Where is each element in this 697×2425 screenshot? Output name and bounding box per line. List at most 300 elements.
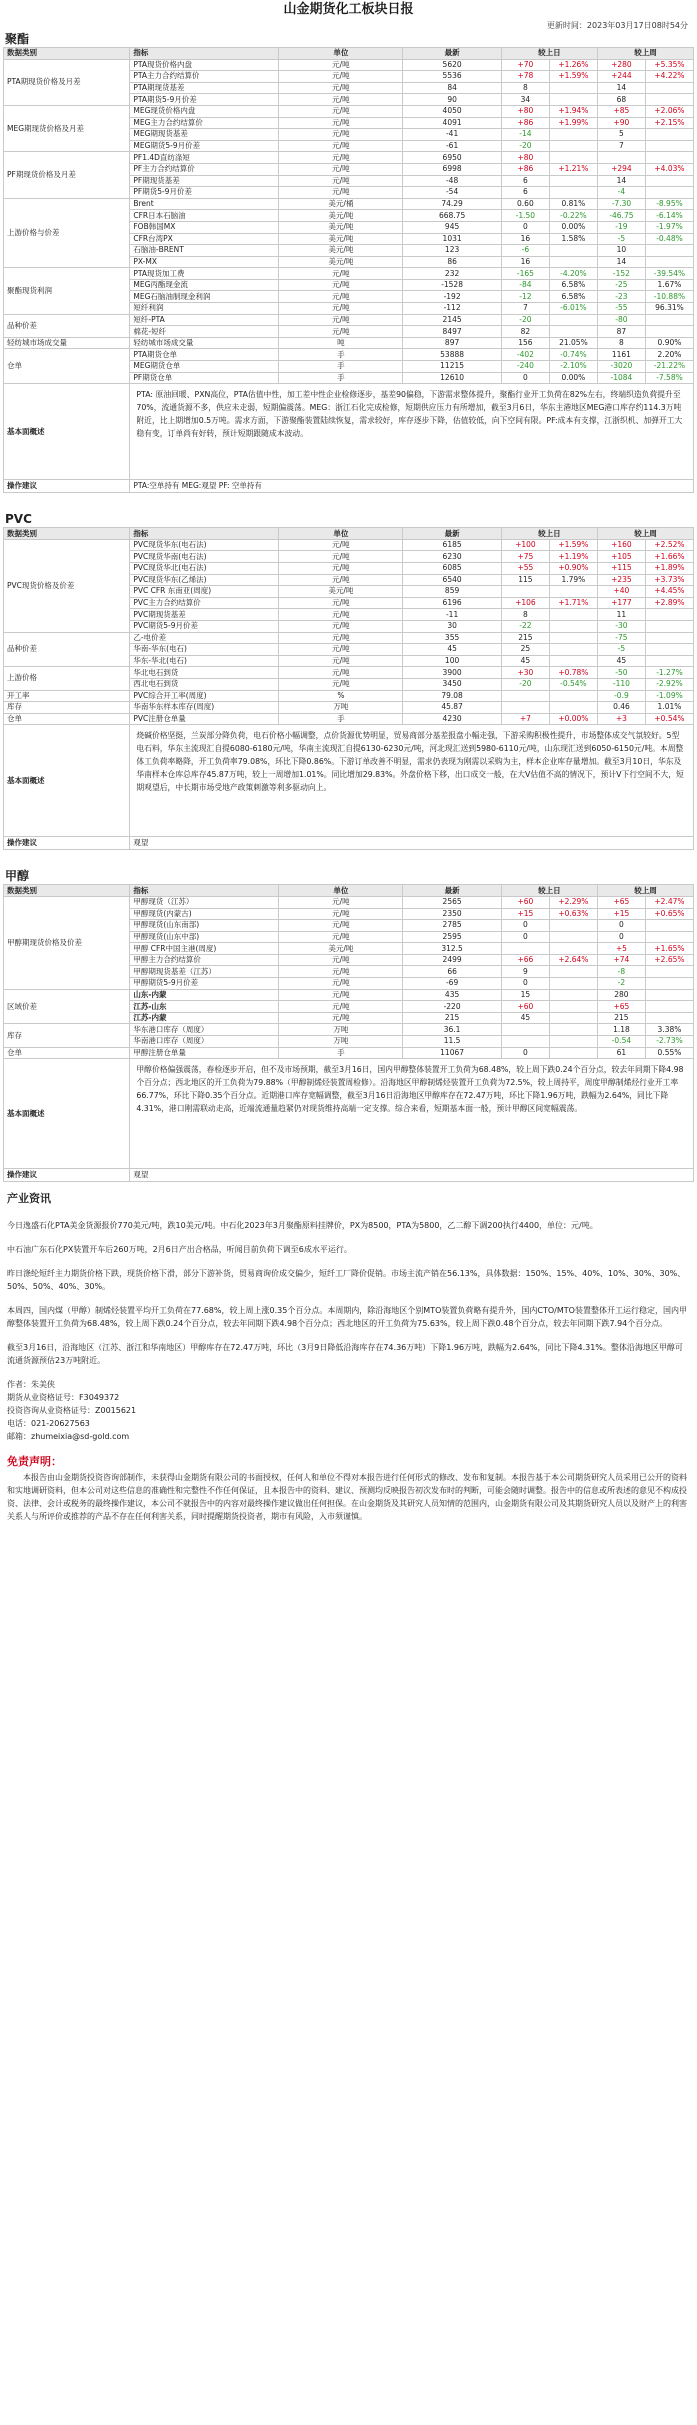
unit-cell: 元/吨 bbox=[279, 187, 403, 199]
day-pct-cell: +1.94% bbox=[549, 105, 597, 117]
week-change-cell: 61 bbox=[597, 1047, 645, 1059]
methanol-table-slot bbox=[3, 884, 694, 1182]
week-change-cell: 0 bbox=[597, 920, 645, 932]
day-change-cell: 215 bbox=[501, 632, 549, 644]
week-change-cell bbox=[597, 152, 645, 164]
summary-row bbox=[4, 725, 694, 837]
news-item: 本周四，国内煤（甲醇）制烯烃装置平均开工负荷在77.68%，较上周上涨0.35个百分点。本周期内，除沿海地区个别MTO装置负荷略有提升外，国内CTO/MTO装置整体开工运行稳定，国内甲醇整体装置开工负荷为68.48%，较上周下跌0.24个百分点，较去年同期下跌4.98个百分点；西北地区的开工负荷为75.63%，较上周下跌0.48个百分点，较去年同期下跌7.94个百分点。 bbox=[7, 1306, 687, 1329]
day-change-cell: -165 bbox=[501, 268, 549, 280]
latest-cell: 1031 bbox=[403, 233, 502, 245]
latest-cell: -54 bbox=[403, 187, 502, 199]
unit-cell: 元/吨 bbox=[279, 140, 403, 152]
unit-cell: 元/吨 bbox=[279, 163, 403, 175]
latest-cell: 45 bbox=[403, 644, 502, 656]
indicator-cell: PVC期现货基差 bbox=[130, 609, 279, 621]
day-pct-cell: 6.58% bbox=[549, 291, 597, 303]
week-pct-cell bbox=[645, 655, 693, 667]
week-change-cell: 0 bbox=[597, 931, 645, 943]
day-change-cell: +100 bbox=[501, 539, 549, 551]
unit-cell: 万吨 bbox=[279, 1024, 403, 1036]
table-header-row bbox=[4, 528, 694, 540]
indicator-cell: 华南港口库存（周度） bbox=[130, 1036, 279, 1048]
indicator-cell: 甲醇现货（江苏） bbox=[130, 896, 279, 908]
table-row bbox=[4, 690, 694, 702]
week-pct-cell bbox=[645, 978, 693, 990]
latest-cell: 74.29 bbox=[403, 198, 502, 210]
latest-cell: 12610 bbox=[403, 372, 502, 384]
column-header: 数据类别 bbox=[4, 48, 130, 60]
day-change-cell: 0 bbox=[501, 931, 549, 943]
day-pct-cell: +1.26% bbox=[549, 59, 597, 71]
week-change-cell: 1161 bbox=[597, 349, 645, 361]
day-pct-cell bbox=[549, 187, 597, 199]
week-change-cell: -0.54 bbox=[597, 1036, 645, 1048]
week-pct-cell bbox=[645, 152, 693, 164]
indicator-cell: MEG期货仓单 bbox=[130, 361, 279, 373]
day-pct-cell: 0.81% bbox=[549, 198, 597, 210]
indicator-cell: 乙-电价差 bbox=[130, 632, 279, 644]
category-cell: 聚酯现货利润 bbox=[4, 268, 130, 314]
unit-cell: 美元/吨 bbox=[279, 943, 403, 955]
indicator-cell: 西北电石到货 bbox=[130, 678, 279, 690]
week-pct-cell: -8.95% bbox=[645, 198, 693, 210]
table-row bbox=[4, 59, 694, 71]
day-pct-cell bbox=[549, 644, 597, 656]
latest-cell: 6950 bbox=[403, 152, 502, 164]
week-change-cell: 7 bbox=[597, 140, 645, 152]
day-pct-cell bbox=[549, 1012, 597, 1024]
week-pct-cell bbox=[645, 82, 693, 94]
week-change-cell: -2 bbox=[597, 978, 645, 990]
latest-cell: -112 bbox=[403, 303, 502, 315]
table-row bbox=[4, 198, 694, 210]
day-pct-cell: -4.20% bbox=[549, 268, 597, 280]
day-pct-cell bbox=[549, 256, 597, 268]
day-change-cell: 0 bbox=[501, 920, 549, 932]
update-time: 更新时间：2023年03月17日08时54分 bbox=[546, 21, 688, 30]
week-pct-cell bbox=[645, 609, 693, 621]
category-cell: 库存 bbox=[4, 1024, 130, 1047]
unit-cell: 元/吨 bbox=[279, 551, 403, 563]
day-pct-cell bbox=[549, 690, 597, 702]
day-change-cell: 0.60 bbox=[501, 198, 549, 210]
week-change-cell: 45 bbox=[597, 655, 645, 667]
day-pct-cell bbox=[549, 702, 597, 714]
indicator-cell: PTA期货5-9月价差 bbox=[130, 94, 279, 106]
day-pct-cell: +0.63% bbox=[549, 908, 597, 920]
day-pct-cell bbox=[549, 314, 597, 326]
pta-data-table bbox=[3, 47, 694, 493]
day-pct-cell: 0.00% bbox=[549, 221, 597, 233]
indicator-cell: MEG期货5-9月价差 bbox=[130, 140, 279, 152]
category-cell: 上游价格 bbox=[4, 667, 130, 690]
indicator-cell: PTA主力合约结算价 bbox=[130, 71, 279, 83]
day-change-cell: -84 bbox=[501, 279, 549, 291]
column-header: 单位 bbox=[279, 885, 403, 897]
day-change-cell: 34 bbox=[501, 94, 549, 106]
week-pct-cell: 0.55% bbox=[645, 1047, 693, 1059]
indicator-cell: PF期货仓单 bbox=[130, 372, 279, 384]
indicator-cell: FOB韩国MX bbox=[130, 221, 279, 233]
day-change-cell: +7 bbox=[501, 713, 549, 725]
day-pct-cell bbox=[549, 140, 597, 152]
column-header: 指标 bbox=[130, 885, 279, 897]
column-header: 较上日 bbox=[501, 528, 597, 540]
latest-cell: 4091 bbox=[403, 117, 502, 129]
day-change-cell: +55 bbox=[501, 563, 549, 575]
summary-text: 甲醇价格偏强震荡，春检逐步开启，但不及市场预期，截至3月16日，国内甲醇整体装置开工负荷为68.48%，较上周下跌0.24个百分点，较去年同期下降4.98个百分点；西北地区的开工负荷为79.88%（甲醇制烯烃装置周检修）。沿海地区甲醇制烯烃装置开工负荷为72.5%，较上周持平，周度甲醇制烯烃行业开工率66.77%，环比下降0.35个百分点。近期港口库存宽幅调整，截至3月16日沿海地区甲醇库存在72.47万吨，环比下降1.96万吨，跌幅为2.64%，同比下降4.31%，港口刚需联动走高，近端流通量趋紧仍对现货维持高端一定支撑。综合来看，短期基本面一般，预计甲醇区间宽幅震荡。 bbox=[130, 1059, 694, 1169]
week-pct-cell: 1.01% bbox=[645, 702, 693, 714]
week-change-cell: +160 bbox=[597, 539, 645, 551]
week-pct-cell: +2.89% bbox=[645, 597, 693, 609]
week-change-cell: 8 bbox=[597, 337, 645, 349]
indicator-cell: 短纤-PTA bbox=[130, 314, 279, 326]
report-title: 山金期货化工板块日报 bbox=[283, 2, 414, 17]
unit-cell: 手 bbox=[279, 372, 403, 384]
week-pct-cell: +1.66% bbox=[645, 551, 693, 563]
unit-cell: 元/吨 bbox=[279, 1012, 403, 1024]
day-pct-cell: -2.10% bbox=[549, 361, 597, 373]
unit-cell: 元/吨 bbox=[279, 563, 403, 575]
day-pct-cell bbox=[549, 82, 597, 94]
indicator-cell: PTA现货价格内盘 bbox=[130, 59, 279, 71]
week-pct-cell bbox=[645, 632, 693, 644]
unit-cell: 元/吨 bbox=[279, 678, 403, 690]
day-change-cell bbox=[501, 1024, 549, 1036]
week-pct-cell: +2.52% bbox=[645, 539, 693, 551]
week-pct-cell bbox=[645, 1012, 693, 1024]
week-pct-cell: +4.45% bbox=[645, 586, 693, 598]
week-change-cell: -25 bbox=[597, 279, 645, 291]
week-pct-cell: -21.22% bbox=[645, 361, 693, 373]
news-item: 截至3月16日，沿海地区（江苏、浙江和华南地区）甲醇库存在72.47万吨，环比（3月9日降低沿海库存在74.36万吨）下降1.96万吨，跌幅为2.64%，同比下降4.31%。整体沿海地区甲醇可流通货源预估23万吨附近。 bbox=[7, 1343, 683, 1366]
week-change-cell: +105 bbox=[597, 551, 645, 563]
latest-cell: -220 bbox=[403, 1001, 502, 1013]
news-item: 今日逸盛石化PTA美金货源报价770美元/吨，跌10美元/吨。中石化2023年3月聚酯原料挂牌价，PX为8500，PTA为5800，乙二醇下调200执行4400，单位：元/吨。 bbox=[7, 1221, 598, 1231]
unit-cell: 元/吨 bbox=[279, 539, 403, 551]
indicator-cell: PX-MX bbox=[130, 256, 279, 268]
unit-cell: 元/吨 bbox=[279, 279, 403, 291]
day-change-cell: +66 bbox=[501, 954, 549, 966]
day-pct-cell: +1.19% bbox=[549, 551, 597, 563]
day-change-cell: 156 bbox=[501, 337, 549, 349]
indicator-cell: 甲醇现货(内蒙古) bbox=[130, 908, 279, 920]
week-change-cell: -5 bbox=[597, 233, 645, 245]
unit-cell: 万吨 bbox=[279, 702, 403, 714]
day-pct-cell bbox=[549, 129, 597, 141]
latest-cell: 6185 bbox=[403, 539, 502, 551]
unit-cell: 美元/吨 bbox=[279, 233, 403, 245]
latest-cell: 945 bbox=[403, 221, 502, 233]
column-header: 较上周 bbox=[597, 885, 693, 897]
week-change-cell: 87 bbox=[597, 326, 645, 338]
indicator-cell: 华南华东样本库存(周度) bbox=[130, 702, 279, 714]
summary-row bbox=[4, 384, 694, 480]
week-pct-cell bbox=[645, 989, 693, 1001]
week-change-cell: -50 bbox=[597, 667, 645, 679]
day-pct-cell: +1.59% bbox=[549, 539, 597, 551]
latest-cell: 36.1 bbox=[403, 1024, 502, 1036]
day-pct-cell bbox=[549, 632, 597, 644]
day-pct-cell: +2.29% bbox=[549, 896, 597, 908]
week-pct-cell: +0.54% bbox=[645, 713, 693, 725]
week-change-cell: -75 bbox=[597, 632, 645, 644]
latest-cell: 6196 bbox=[403, 597, 502, 609]
category-cell: PF期现货价格及月差 bbox=[4, 152, 130, 198]
week-pct-cell: +4.03% bbox=[645, 163, 693, 175]
week-pct-cell bbox=[645, 644, 693, 656]
day-change-cell: 115 bbox=[501, 574, 549, 586]
day-pct-cell: -6.01% bbox=[549, 303, 597, 315]
day-pct-cell bbox=[549, 978, 597, 990]
day-change-cell: -402 bbox=[501, 349, 549, 361]
column-header: 最新 bbox=[403, 48, 502, 60]
day-change-cell: 8 bbox=[501, 609, 549, 621]
day-change-cell bbox=[501, 943, 549, 955]
advice-text: 观望 bbox=[130, 837, 694, 850]
week-pct-cell: +2.47% bbox=[645, 896, 693, 908]
contact-line: 作者：朱美侠 bbox=[7, 1380, 55, 1390]
latest-cell: 668.75 bbox=[403, 210, 502, 222]
unit-cell: 元/吨 bbox=[279, 71, 403, 83]
summary-text: 烧碱价格坚挺，兰炭部分降负荷，电石价格小幅调整，点价货源优势明显，贸易商部分基差报盘小幅走强，下游采购积极性提升，市场整体成交气氛较好。5型电石料，华东主流现汇自提6080-6180元/吨，华南主流现汇自提6130-6230元/吨，河北现汇送到5980-6110元/吨，山东现汇送到6050-6150元/吨。本周整体工负荷率略降，开工负荷率79.08%，环比下降0.86%。下游订单改善不明显，需求仍表现为刚需以采购为主，样本企业库存量增加。截至3月10日，华东及华南样本仓库总库存45.87万吨，较上一周增加1.01%。同比增加29.83%。外盘价格下移，出口成交一般，在大V估值不高的情况下，预计V下行空间不大，短期观望后，中长期市场受地产政策刺激等利多驱动向上。 bbox=[130, 725, 694, 837]
industry-news bbox=[3, 1192, 694, 1367]
week-change-cell: +15 bbox=[597, 908, 645, 920]
table-row bbox=[4, 268, 694, 280]
unit-cell: 元/吨 bbox=[279, 954, 403, 966]
week-pct-cell: +1.65% bbox=[645, 943, 693, 955]
week-pct-cell: +2.65% bbox=[645, 954, 693, 966]
week-change-cell: +40 bbox=[597, 586, 645, 598]
latest-cell: -69 bbox=[403, 978, 502, 990]
week-pct-cell: 3.38% bbox=[645, 1024, 693, 1036]
unit-cell: 手 bbox=[279, 713, 403, 725]
latest-cell: 84 bbox=[403, 82, 502, 94]
day-pct-cell: +1.71% bbox=[549, 597, 597, 609]
indicator-cell: MEG现货价格内盘 bbox=[130, 105, 279, 117]
day-change-cell: 0 bbox=[501, 221, 549, 233]
category-cell: 区域价差 bbox=[4, 989, 130, 1024]
week-pct-cell bbox=[645, 256, 693, 268]
summary-row bbox=[4, 1059, 694, 1169]
week-pct-cell bbox=[645, 931, 693, 943]
week-change-cell: 215 bbox=[597, 1012, 645, 1024]
day-pct-cell bbox=[549, 1001, 597, 1013]
day-change-cell: -240 bbox=[501, 361, 549, 373]
summary-label: 基本面概述 bbox=[4, 725, 130, 837]
latest-cell: 897 bbox=[403, 337, 502, 349]
indicator-cell: PVC现货华北(电石法) bbox=[130, 563, 279, 575]
indicator-cell: 短纤利润 bbox=[130, 303, 279, 315]
latest-cell: 2350 bbox=[403, 908, 502, 920]
week-change-cell: -3020 bbox=[597, 361, 645, 373]
unit-cell: 美元/吨 bbox=[279, 221, 403, 233]
week-pct-cell: +2.15% bbox=[645, 117, 693, 129]
day-pct-cell bbox=[549, 94, 597, 106]
category-cell: 甲醇期现货价格及价差 bbox=[4, 896, 130, 989]
category-cell: 上游价格与价差 bbox=[4, 198, 130, 268]
latest-cell: 355 bbox=[403, 632, 502, 644]
week-pct-cell: -1.09% bbox=[645, 690, 693, 702]
day-change-cell bbox=[501, 586, 549, 598]
advice-label: 操作建议 bbox=[4, 1169, 130, 1182]
week-change-cell: -4 bbox=[597, 187, 645, 199]
indicator-cell: 华北电石到货 bbox=[130, 667, 279, 679]
day-change-cell: 0 bbox=[501, 978, 549, 990]
indicator-cell: PVC主力合约结算价 bbox=[130, 597, 279, 609]
week-pct-cell bbox=[645, 920, 693, 932]
section-title: PVC bbox=[5, 512, 32, 527]
week-change-cell: +115 bbox=[597, 563, 645, 575]
day-pct-cell: 0.00% bbox=[549, 372, 597, 384]
category-cell: 仓单 bbox=[4, 1047, 130, 1059]
pvc-table-slot bbox=[3, 527, 694, 850]
day-pct-cell: +0.78% bbox=[549, 667, 597, 679]
indicator-cell: 甲醇期货5-9月价差 bbox=[130, 978, 279, 990]
day-change-cell: +86 bbox=[501, 117, 549, 129]
week-change-cell: -8 bbox=[597, 966, 645, 978]
week-pct-cell bbox=[645, 245, 693, 257]
summary-label: 基本面概述 bbox=[4, 1059, 130, 1169]
day-pct-cell: +0.00% bbox=[549, 713, 597, 725]
day-pct-cell: 1.58% bbox=[549, 233, 597, 245]
indicator-cell: 江苏-山东 bbox=[130, 1001, 279, 1013]
week-pct-cell bbox=[645, 1001, 693, 1013]
day-change-cell: -20 bbox=[501, 314, 549, 326]
category-cell: 轻纺城市场成交量 bbox=[4, 337, 130, 349]
table-row bbox=[4, 713, 694, 725]
pta-table-slot bbox=[3, 47, 694, 493]
day-change-cell bbox=[501, 690, 549, 702]
week-pct-cell: +0.65% bbox=[645, 908, 693, 920]
unit-cell: 手 bbox=[279, 361, 403, 373]
indicator-cell: PF期现货基差 bbox=[130, 175, 279, 187]
unit-cell: 元/吨 bbox=[279, 597, 403, 609]
unit-cell: 元/吨 bbox=[279, 175, 403, 187]
unit-cell: 元/吨 bbox=[279, 314, 403, 326]
disclaimer-text: 本报告由山金期货投资咨询部制作，未获得山金期货有限公司的书面授权，任何人和单位不得对本报告进行任何形式的修改、发布和复制。本报告基于本公司期货研究人员采用已公开的资料和实地调研资料，但本公司对这些信息的准确性和完整性不作任何保证，且本报告中的资料、建议、预测均反映报告初次发布时的判断，可能会随时调整。报告中的信息或所表述的意见不构成投资、法律、会计或税务的最终操作建议，本公司不就报告中的内容对最终操作建议做出任何担保。在山金期货及其研究人员知情的范围内，山金期货有限公司及其期货研究人员以及财产上的利害关系人与所评价或推荐的产品不存在任何利害关系，同时提醒期货投资者，期市有风险，入市须谨慎。 bbox=[7, 1473, 687, 1522]
contact-line: 期货从业资格证号：F3049372 bbox=[7, 1393, 120, 1403]
day-change-cell: 9 bbox=[501, 966, 549, 978]
latest-cell: 5536 bbox=[403, 71, 502, 83]
category-cell: 开工率 bbox=[4, 690, 130, 702]
latest-cell: 4230 bbox=[403, 713, 502, 725]
day-pct-cell: -0.54% bbox=[549, 678, 597, 690]
indicator-cell: 华东-华北(电石) bbox=[130, 655, 279, 667]
week-change-cell: 14 bbox=[597, 82, 645, 94]
advice-text: 观望 bbox=[130, 1169, 694, 1182]
table-row bbox=[4, 349, 694, 361]
day-pct-cell bbox=[549, 609, 597, 621]
day-pct-cell bbox=[549, 1047, 597, 1059]
day-change-cell: 15 bbox=[501, 989, 549, 1001]
week-change-cell: +74 bbox=[597, 954, 645, 966]
advice-row bbox=[4, 837, 694, 850]
week-pct-cell: -2.73% bbox=[645, 1036, 693, 1048]
unit-cell: 元/吨 bbox=[279, 59, 403, 71]
advice-text: PTA:空单持有 MEG:观望 PF: 空单持有 bbox=[130, 480, 694, 493]
day-pct-cell: +0.90% bbox=[549, 563, 597, 575]
latest-cell: 215 bbox=[403, 1012, 502, 1024]
day-pct-cell: +1.99% bbox=[549, 117, 597, 129]
week-pct-cell bbox=[645, 175, 693, 187]
week-change-cell: -46.75 bbox=[597, 210, 645, 222]
latest-cell: 30 bbox=[403, 620, 502, 632]
unit-cell: 元/吨 bbox=[279, 667, 403, 679]
day-change-cell: 45 bbox=[501, 655, 549, 667]
day-change-cell: -20 bbox=[501, 140, 549, 152]
indicator-cell: 甲醇现货(山东中部) bbox=[130, 931, 279, 943]
table-row bbox=[4, 105, 694, 117]
day-change-cell: -22 bbox=[501, 620, 549, 632]
day-pct-cell bbox=[549, 943, 597, 955]
unit-cell: % bbox=[279, 690, 403, 702]
week-change-cell: -5 bbox=[597, 644, 645, 656]
pvc-data-table bbox=[3, 527, 694, 850]
day-change-cell: -6 bbox=[501, 245, 549, 257]
unit-cell: 手 bbox=[279, 349, 403, 361]
day-pct-cell bbox=[549, 1036, 597, 1048]
unit-cell: 美元/吨 bbox=[279, 210, 403, 222]
unit-cell: 元/吨 bbox=[279, 920, 403, 932]
table-row bbox=[4, 152, 694, 164]
day-pct-cell bbox=[549, 620, 597, 632]
day-change-cell: 45 bbox=[501, 1012, 549, 1024]
day-pct-cell bbox=[549, 931, 597, 943]
week-change-cell: +294 bbox=[597, 163, 645, 175]
category-cell: 库存 bbox=[4, 702, 130, 714]
latest-cell: 3450 bbox=[403, 678, 502, 690]
column-header: 数据类别 bbox=[4, 885, 130, 897]
latest-cell: 6085 bbox=[403, 563, 502, 575]
day-pct-cell: 6.58% bbox=[549, 279, 597, 291]
table-row bbox=[4, 632, 694, 644]
unit-cell: 元/吨 bbox=[279, 152, 403, 164]
day-pct-cell bbox=[549, 586, 597, 598]
indicator-cell: PVC现货华南(电石法) bbox=[130, 551, 279, 563]
section-title: 聚酯 bbox=[5, 32, 30, 46]
table-row bbox=[4, 667, 694, 679]
day-change-cell: +30 bbox=[501, 667, 549, 679]
latest-cell: 11.5 bbox=[403, 1036, 502, 1048]
day-change-cell: +86 bbox=[501, 163, 549, 175]
column-header: 较上日 bbox=[501, 48, 597, 60]
unit-cell: 元/吨 bbox=[279, 655, 403, 667]
day-pct-cell: +1.21% bbox=[549, 163, 597, 175]
week-change-cell: -110 bbox=[597, 678, 645, 690]
week-pct-cell: -1.27% bbox=[645, 667, 693, 679]
day-pct-cell: 1.79% bbox=[549, 574, 597, 586]
column-header: 最新 bbox=[403, 528, 502, 540]
indicator-cell: 江苏-内蒙 bbox=[130, 1012, 279, 1024]
indicator-cell: PF1.4D直纺涤短 bbox=[130, 152, 279, 164]
week-change-cell: -0.9 bbox=[597, 690, 645, 702]
latest-cell: 79.08 bbox=[403, 690, 502, 702]
day-pct-cell bbox=[549, 245, 597, 257]
day-pct-cell: +2.64% bbox=[549, 954, 597, 966]
indicator-cell: CFR日本石脑油 bbox=[130, 210, 279, 222]
latest-cell: 4050 bbox=[403, 105, 502, 117]
week-pct-cell: 1.67% bbox=[645, 279, 693, 291]
category-cell: PVC现货价格及价差 bbox=[4, 539, 130, 632]
unit-cell: 元/吨 bbox=[279, 129, 403, 141]
week-pct-cell bbox=[645, 326, 693, 338]
unit-cell: 元/吨 bbox=[279, 989, 403, 1001]
unit-cell: 元/吨 bbox=[279, 291, 403, 303]
unit-cell: 元/吨 bbox=[279, 574, 403, 586]
latest-cell: 2785 bbox=[403, 920, 502, 932]
day-change-cell: +106 bbox=[501, 597, 549, 609]
